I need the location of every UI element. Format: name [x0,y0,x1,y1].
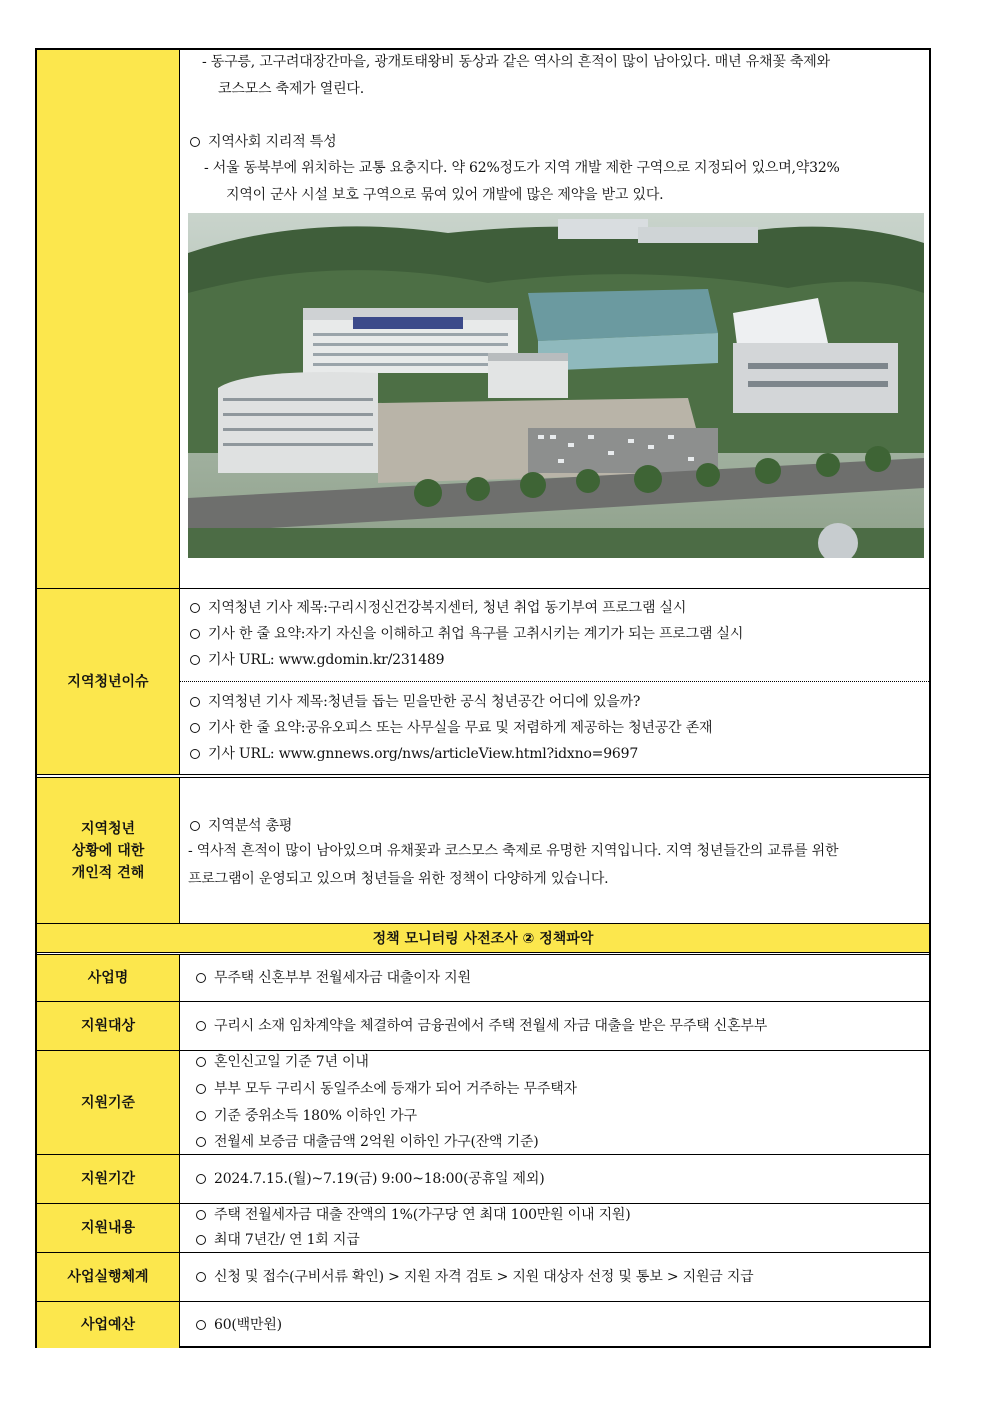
history-line-1: - 동구릉, 고구려대장간마을, 광개토태왕비 동상과 같은 역사의 흔적이 많이 남아있다. 매년 유채꽃 축제와 [202,54,830,70]
policy-content [180,1051,929,1154]
circle-bullet-icon [190,655,200,665]
circle-bullet-icon [196,1137,206,1147]
policy-row-content [37,1204,929,1252]
article-divider [180,681,929,682]
aerial-photo-illustration [188,213,924,558]
policy-row-system [37,1253,929,1301]
opinion-label-line-1: 지역청년 [80,820,136,837]
document-table [35,48,931,1348]
region-label-cell [37,50,180,588]
opinion-body-line-1: - 역사적 흔적이 많이 남아있으며 유채꽃과 코스모스 축제로 유명한 지역입니다. 지역 청년들간의 교류를 위한 [188,843,839,859]
policy-label: 지원대상 [37,1002,180,1050]
policy-content [180,1204,929,1252]
circle-bullet-icon [190,749,200,759]
policy-row-period [37,1155,929,1203]
opinion-label [37,778,180,923]
region-content [180,50,929,588]
opinion-label-line-3: 개인적 견해 [71,864,145,881]
policy-content [180,1155,929,1203]
circle-bullet-icon [196,1235,206,1245]
policy-item: 전월세 보증금 대출금액 2억원 이하인 가구(잔액 기준) [196,1132,539,1152]
circle-bullet-icon [190,697,200,707]
circle-bullet-icon [196,1174,206,1184]
article1-summary: 기사 한 줄 요약:자기 자신을 이해하고 취업 욕구를 고취시키는 계기가 되는 프로그램 실시 [190,624,743,644]
policy-item: 주택 전월세자금 대출 잔액의 1%(가구당 연 최대 100만원 이내 지원) [196,1205,630,1225]
policy-item: 2024.7.15.(월)~7.19(금) 9:00~18:00(공휴일 제외) [196,1169,544,1189]
policy-item: 신청 및 접수(구비서류 확인) > 지원 자격 검토 > 지원 대상자 선정 및 통보 > 지원금 지급 [196,1267,754,1287]
opinion-heading: 지역분석 총평 [190,816,292,836]
policy-item: 최대 7년간/ 연 1회 지급 [196,1230,360,1250]
circle-bullet-icon [196,1057,206,1067]
policy-item: 기준 중위소득 180% 이하인 가구 [196,1106,417,1126]
policy-item: 구리시 소재 임차계약을 체결하여 금융권에서 주택 전월세 자금 대출을 받은 무주택 신혼부부 [196,1016,767,1036]
circle-bullet-icon [190,603,200,613]
policy-item: 부부 모두 구리시 동일주소에 등재가 되어 거주하는 무주택자 [196,1079,577,1099]
opinion-label-line-2: 상황에 대한 [71,842,145,859]
policy-row-name [37,955,929,1001]
circle-bullet-icon [196,1320,206,1330]
opinion-body-line-2: 프로그램이 운영되고 있으며 청년들을 위한 정책이 다양하게 있습니다. [188,871,609,887]
policy-label: 지원기준 [37,1051,180,1154]
opinion-section [37,778,929,923]
circle-bullet-icon [196,1210,206,1220]
policy-banner: 정책 모니터링 사전조사 ② 정책파악 [37,924,929,952]
policy-label: 사업명 [37,955,180,1001]
geo-heading: 지역사회 지리적 특성 [190,132,336,152]
policy-content [180,1002,929,1050]
circle-bullet-icon [196,1111,206,1121]
geo-line-2: 지역이 군사 시설 보호 구역으로 묶여 있어 개발에 많은 제약을 받고 있다. [226,187,664,203]
policy-label: 지원기간 [37,1155,180,1203]
article2-summary: 기사 한 줄 요약:공유오피스 또는 사무실을 무료 및 저렴하게 제공하는 청년공간 존재 [190,718,712,738]
circle-bullet-icon [190,821,200,831]
youth-issue-content [180,589,929,774]
circle-bullet-icon [196,1084,206,1094]
circle-bullet-icon [196,973,206,983]
circle-bullet-icon [190,629,200,639]
policy-item: 무주택 신혼부부 전월세자금 대출이자 지원 [196,968,471,988]
history-line-2: 코스모스 축제가 열린다. [218,81,364,97]
article2-title: 지역청년 기사 제목:청년들 돕는 믿을만한 공식 청년공간 어디에 있을까? [190,692,640,712]
policy-content [180,1302,929,1348]
circle-bullet-icon [196,1272,206,1282]
article1-url: 기사 URL: www.gdomin.kr/231489 [190,650,444,670]
policy-item: 60(백만원) [196,1315,282,1335]
policy-label: 사업실행체계 [37,1253,180,1301]
policy-row-target [37,1002,929,1050]
policy-label: 사업예산 [37,1302,180,1348]
circle-bullet-icon [190,137,200,147]
policy-label: 지원내용 [37,1204,180,1252]
circle-bullet-icon [196,1021,206,1031]
city-hall-aerial-photo [188,213,924,558]
policy-row-criteria [37,1051,929,1154]
opinion-content [180,778,929,923]
region-section [37,50,929,588]
policy-row-budget [37,1302,929,1348]
policy-content [180,1253,929,1301]
youth-issue-section [37,589,929,774]
geo-line-1: - 서울 동북부에 위치하는 교통 요충지다. 약 62%정도가 지역 개발 제한 구역으로 지정되어 있으며,약32% [204,160,840,176]
article1-title: 지역청년 기사 제목:구리시정신건강복지센터, 청년 취업 동기부여 프로그램 실시 [190,598,686,618]
article2-url: 기사 URL: www.gnnews.org/nws/articleView.html?idxno=9697 [190,744,638,764]
policy-item: 혼인신고일 기준 7년 이내 [196,1052,369,1072]
policy-content [180,955,929,1001]
circle-bullet-icon [190,723,200,733]
youth-issue-label: 지역청년이슈 [37,589,180,774]
